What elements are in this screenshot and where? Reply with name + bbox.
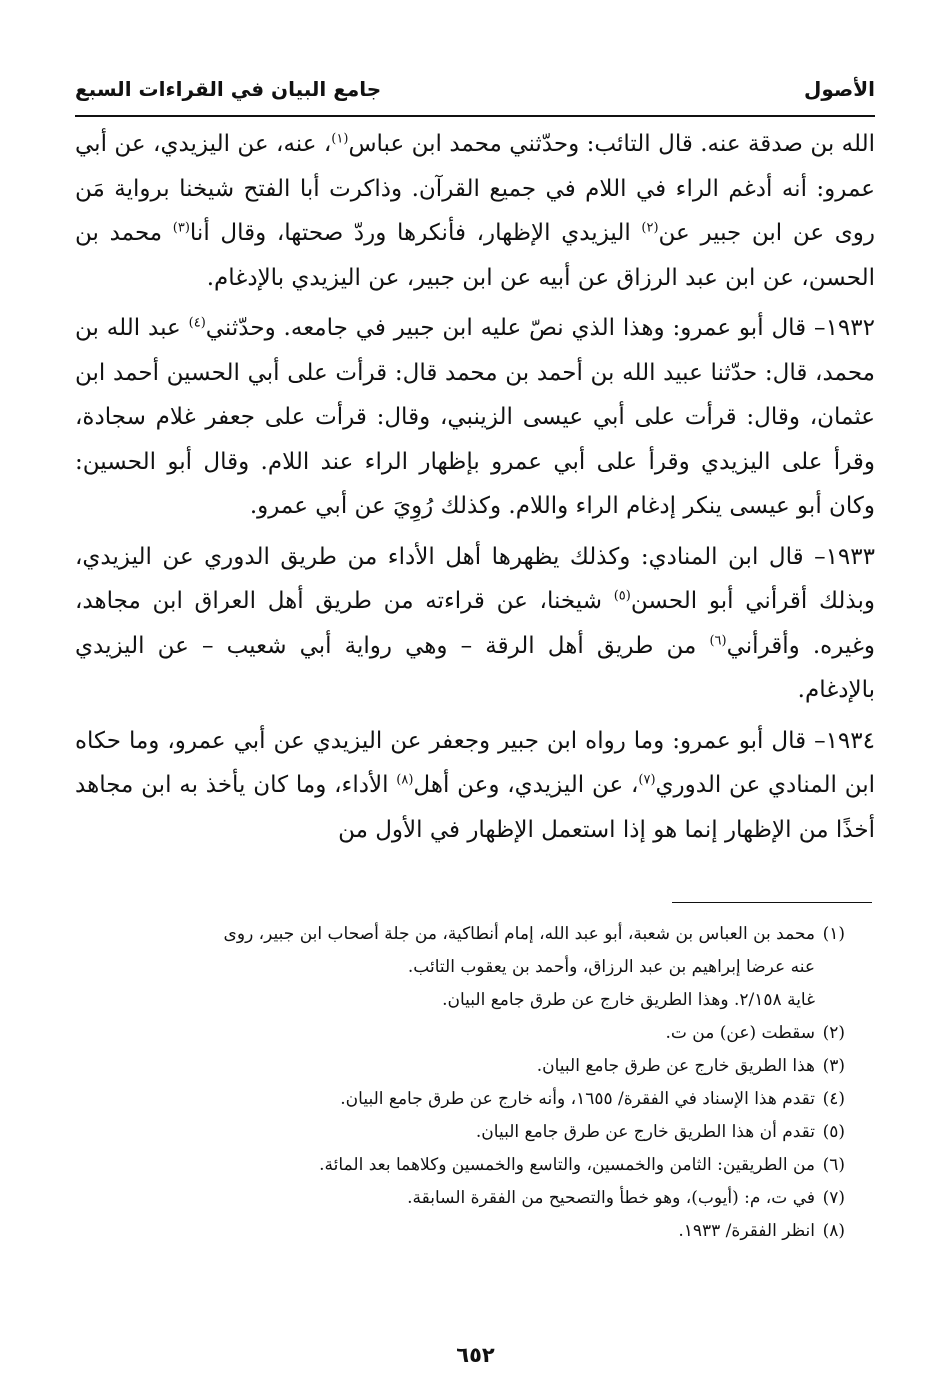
paragraph-text: من طريق أهل الرقة – وهي رواية أبي شعيب – عن اليزيدي بالإدغام. xyxy=(75,632,875,703)
paragraph xyxy=(75,122,875,300)
paragraph-text: عبد الله بن محمد، قال: حدّثنا عبيد الله بن أحمد بن محمد قال: قرأت على أبي الحسين أحمد ابن عثمان، وقال: قرأت على أبي عيسى الزينبي، وقال: قرأت على جعفر غلام سجادة، وقرأ على اليزيدي وقرأ على أبي عمرو بإظهار الراء عند اللام. وقال أبو الحسين: وكان أبو عيسى ينكر إدغام الراء واللام. وكذلك رُوِيَ عن أبي عمرو. xyxy=(75,315,875,519)
paragraph-text: الأداء، وما كان يأخذ به ابن مجاهد أخذًا من الإظهار إنما هو إذا استعمل الإظهار في الأول من xyxy=(75,772,875,843)
paragraph xyxy=(75,535,875,713)
footnote-text: تقدم هذا الإسناد في الفقرة/ ١٦٥٥، وأنه خارج عن طرق جامع البيان. xyxy=(340,1089,815,1109)
footnote xyxy=(75,1083,845,1116)
page-number: ٦٥٢ xyxy=(456,1343,495,1367)
paragraph xyxy=(75,306,875,529)
paragraph-text: اليزيدي الإظهار، فأنكرها وردّ صحتها، وقال أنا xyxy=(189,220,642,246)
footnote xyxy=(75,1149,845,1182)
footnote-text: سقطت (عن) من ت. xyxy=(665,1023,815,1043)
footnote-marker: (٧) xyxy=(638,772,656,788)
header-book-title: جامع البيان في القراءات السبع xyxy=(75,77,382,101)
footnote-text: من الطريقين: الثامن والخمسين، والتاسع والخمسين وكلاهما بعد المائة. xyxy=(319,1155,815,1175)
footnote-number: (٥) xyxy=(822,1122,845,1142)
paragraph-text: ، عن اليزيدي، وعن أهل xyxy=(413,772,639,798)
footnote-number: (٧) xyxy=(822,1188,845,1208)
footnote-text: في ت، م: (أيوب)، وهو خطأ والتصحيح من الفقرة السابقة. xyxy=(407,1188,815,1208)
footnote-number: (٣) xyxy=(822,1056,845,1076)
footnote xyxy=(75,918,845,951)
footnote-marker: (١) xyxy=(331,131,349,147)
footnote xyxy=(75,1215,845,1248)
footnote-continuation: غاية ٢/١٥٨. وهذا الطريق خارج عن طرق جامع البيان. xyxy=(442,990,815,1010)
footnote-marker: (٦) xyxy=(709,632,727,648)
footnote-marker: (٣) xyxy=(172,220,190,236)
paragraph xyxy=(75,719,875,853)
footnote-separator xyxy=(672,902,872,903)
footnote-marker: (٨) xyxy=(396,772,414,788)
footnote-marker: (٢) xyxy=(641,220,659,236)
footnote-number: (١) xyxy=(822,924,845,944)
footnotes xyxy=(75,918,845,1248)
footnote-number: (٦) xyxy=(822,1155,845,1175)
footnote-text: تقدم أن هذا الطريق خارج عن طرق جامع البيان. xyxy=(475,1122,815,1142)
footnote-number: (٢) xyxy=(822,1023,845,1043)
footnote-text: هذا الطريق خارج عن طرق جامع البيان. xyxy=(536,1056,815,1076)
footnote xyxy=(75,1017,845,1050)
header-section-title: الأصول xyxy=(804,77,875,101)
footnote-text: محمد بن العباس بن شعبة، أبو عبد الله، إمام أنطاكية، من جلة أصحاب ابن جبير، روى xyxy=(223,924,815,944)
footnote-marker: (٤) xyxy=(188,315,206,331)
footnote-text: انظر الفقرة/ ١٩٣٣. xyxy=(678,1221,815,1241)
paragraph-text: ١٩٣٤– قال أبو عمرو: وما رواه ابن جبير وجعفر عن اليزيدي عن أبي عمرو، وما حكاه ابن المنادي عن الدوري xyxy=(75,727,876,798)
footnote-number: (٨) xyxy=(822,1221,845,1241)
header-rule xyxy=(75,115,875,117)
footnote xyxy=(75,1050,845,1083)
paragraph-text: شيخنا، عن قراءته من طريق أهل العراق ابن مجاهد، وغيره. وأقرأني xyxy=(75,588,875,659)
footnote-marker: (٥) xyxy=(613,588,631,604)
footnote-continuation: عنه عرضا إبراهيم بن عبد الرزاق، وأحمد بن يعقوب التائب. xyxy=(407,957,815,977)
paragraph-text: ١٩٣٢– قال أبو عمرو: وهذا الذي نصّ عليه ابن جبير في جامعه. وحدّثني xyxy=(205,315,875,341)
footnote xyxy=(75,1116,845,1149)
paragraph-text: ، عنه، عن اليزيدي، عن أبي عمرو: أنه أدغم الراء في اللام في جميع القرآن. وذاكرت أبا الفتح شيخنا برواية مَن روى عن ابن جبير عن xyxy=(75,131,875,246)
paragraph-text: محمد بن الحسن، عن ابن عبد الرزاق عن أبيه عن ابن جبير، عن اليزيدي بالإدغام. xyxy=(75,220,875,291)
main-text xyxy=(75,122,875,852)
footnote xyxy=(75,1182,845,1215)
footnote-number: (٤) xyxy=(822,1089,845,1109)
paragraph-text: الله بن صدقة عنه. قال التائب: وحدّثني محمد ابن عباس xyxy=(348,131,875,157)
running-header xyxy=(75,72,875,106)
paragraph-text: ١٩٣٣– قال ابن المنادي: وكذلك يظهرها أهل الأداء من طريق الدوري عن اليزيدي، وبذلك أقرأني أبو الحسن xyxy=(75,543,876,614)
